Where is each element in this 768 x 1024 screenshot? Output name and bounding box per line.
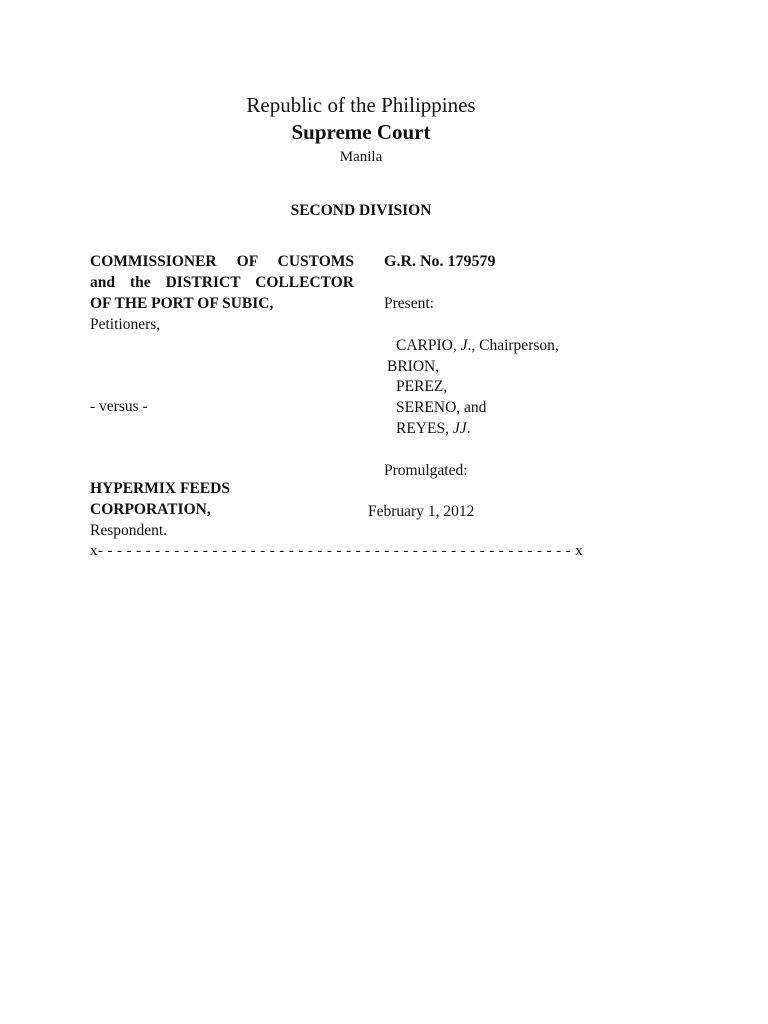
justice-sereno: SERENO, and xyxy=(396,399,487,416)
petitioner-line-3: OF THE PORT OF SUBIC, xyxy=(90,295,274,312)
petitioners-role: Petitioners, xyxy=(90,316,161,333)
header-court: Supreme Court xyxy=(291,120,431,144)
respondent-line-1: HYPERMIX FEEDS xyxy=(90,480,230,497)
header-city: Manila xyxy=(339,149,383,165)
justice-title: JJ xyxy=(452,420,467,437)
petitioner-line-1: COMMISSIONER OF CUSTOMS xyxy=(90,253,354,270)
petitioner-line-2: and the DISTRICT COLLECTOR xyxy=(90,274,354,291)
present-label: Present: xyxy=(384,295,434,312)
justice-brion: BRION, xyxy=(387,358,440,375)
promulgated-label: Promulgated: xyxy=(384,462,468,479)
justice-name: CARPIO, xyxy=(396,337,461,354)
justice-title: J xyxy=(460,337,468,354)
header-country: Republic of the Philippines xyxy=(246,93,476,117)
division-title: SECOND DIVISION xyxy=(290,202,432,219)
separator-line: x- - - - - - - - - - - - - - - - - - - - - - - - - - - - - - - - - - - - - - - - - - - - - - - - - - x xyxy=(90,543,584,559)
justice-name: REYES, xyxy=(396,420,453,437)
gr-number: G.R. No. 179579 xyxy=(384,253,496,270)
justice-perez: PEREZ, xyxy=(396,378,448,395)
justice-carpio xyxy=(396,337,559,354)
justice-suffix: ., Chairperson, xyxy=(467,337,559,354)
respondent-line-2: CORPORATION, xyxy=(90,501,211,518)
justice-reyes xyxy=(396,420,470,437)
promulgation-date: February 1, 2012 xyxy=(368,503,475,520)
respondent-role: Respondent. xyxy=(90,522,168,539)
versus-label: - versus - xyxy=(90,398,148,415)
justice-suffix: . xyxy=(466,420,471,437)
